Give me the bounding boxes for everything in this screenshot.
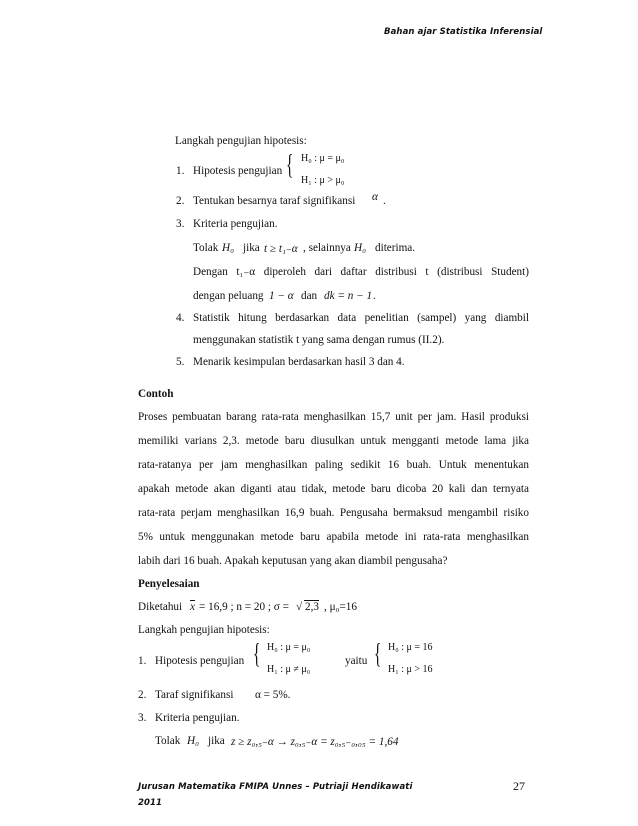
step-text: Taraf signifikansi <box>155 689 234 701</box>
known-sqrt-value: 2,3 <box>305 601 319 613</box>
footer-year: 2011 <box>138 798 163 808</box>
known-values: = 16,9 ; n = 20 ; σ = <box>199 601 289 613</box>
criteria-expr: 1 − α <box>269 290 294 302</box>
step-text: Hipotesis pengujian <box>155 655 245 667</box>
step-text: Kriteria pengujian. <box>193 218 278 230</box>
hypothesis-h0-value: H₀ : μ = 16 <box>388 642 433 653</box>
hypothesis-h1-value: H₁ : μ > 16 <box>388 664 433 675</box>
criteria-line: Dengan t₁₋α diperoleh dari daftar distribusi t (distribusi Student) <box>193 266 529 278</box>
example-line: apakah metode akan diganti atau tidak, metode baru dicoba 20 kali dan ternyata <box>138 483 529 495</box>
criteria-text: . <box>373 290 376 302</box>
example-line: rata-ratanya per jam menghasilkan paling sedikit 16 buah. Untuk menentukan <box>138 459 529 471</box>
running-header: Bahan ajar Statistika Inferensial <box>384 27 543 37</box>
step-text: Tentukan besarnya taraf signifikansi <box>193 195 356 207</box>
known-mu: , μ₀=16 <box>324 601 357 613</box>
criteria-text: jika <box>208 735 225 747</box>
example-line: labih dari 16 buah. Apakah keputusan yang akan diambil pengusaha? <box>138 555 448 567</box>
significance-value: α = 5%. <box>255 689 291 701</box>
steps-heading: Langkah pengujian hipotesis: <box>138 624 270 636</box>
step-number: 1. <box>176 165 185 177</box>
criteria-text: , selainnya <box>303 242 351 254</box>
criteria-text: diterima. <box>375 242 416 254</box>
example-line: memiliki varians 2,3. metode baru diusulkan untuk mengganti metode lama jika <box>138 435 529 447</box>
criteria-condition: t ≥ t₁₋α <box>264 243 298 255</box>
step-number: 5. <box>176 356 185 368</box>
step-text: Menarik kesimpulan berdasarkan hasil 3 dan 4. <box>193 356 405 368</box>
criteria-text: dengan peluang <box>193 290 264 302</box>
section-title: Penyelesaian <box>138 578 200 590</box>
criteria-text: Tolak <box>193 242 219 254</box>
criteria-expr: dk = n − 1 <box>324 290 373 302</box>
example-line: 5% untuk menggunakan metode baru apabila metode ini rata-rata menghasilkan <box>138 531 529 543</box>
criteria-text: Tolak <box>155 735 181 747</box>
step-text-end: . <box>383 195 386 207</box>
step-number: 2. <box>176 195 185 207</box>
criteria-symbol: H₀ <box>354 242 366 254</box>
step-text: Kriteria pengujian. <box>155 712 240 724</box>
step-text: menggunakan statistik t yang sama dengan rumus (II.2). <box>193 334 445 346</box>
criteria-symbol: H₀ <box>187 735 199 747</box>
hypothesis-h0: H₀ : μ = μ₀ <box>301 153 345 164</box>
brace-symbol: { <box>374 639 382 670</box>
known-xbar: $\overline{x}$ <box>190 601 195 613</box>
example-line: Proses pembuatan barang rata-rata menghasilkan 15,7 unit per jam. Hasil produksi <box>138 411 529 423</box>
steps-heading: Langkah pengujian hipotesis: <box>175 135 307 147</box>
hypothesis-h1: H₁ : μ ≠ μ₀ <box>267 664 311 675</box>
alpha-symbol: α <box>372 191 378 203</box>
step-number: 3. <box>138 712 147 724</box>
section-title: Contoh <box>138 388 174 400</box>
criteria-text: dan <box>301 290 318 302</box>
step-text: yaitu <box>345 655 368 667</box>
criteria-text: jika <box>243 242 260 254</box>
step-number: 2. <box>138 689 147 701</box>
step-number: 4. <box>176 312 185 324</box>
step-text: Statistik hitung berdasarkan data penelitian (sampel) yang diambil <box>193 312 529 324</box>
known-label: Diketahui <box>138 601 183 613</box>
step-number: 1. <box>138 655 147 667</box>
hypothesis-h1: H₁ : μ > μ₀ <box>301 175 345 186</box>
brace-symbol: { <box>253 639 261 670</box>
example-line: rata-rata perjam menghasilkan 16,9 buah. Pengusaha bermaksud mengambil risiko <box>138 507 529 519</box>
sqrt-symbol: √ <box>296 601 303 613</box>
brace-symbol: { <box>286 150 294 181</box>
criteria-expr: z ≥ z₀,₅₋α → z₀,₅₋α = z₀,₅₋₀,₀₅ = 1,64 <box>231 736 399 748</box>
page-number: 27 <box>513 779 525 793</box>
step-text: Hipotesis pengujian <box>193 165 283 177</box>
footer-credit: Jurusan Matematika FMIPA Unnes – Putriaji Hendikawati <box>138 782 413 792</box>
criteria-symbol: H₀ <box>222 242 234 254</box>
hypothesis-h0: H₀ : μ = μ₀ <box>267 642 311 653</box>
step-number: 3. <box>176 218 185 230</box>
